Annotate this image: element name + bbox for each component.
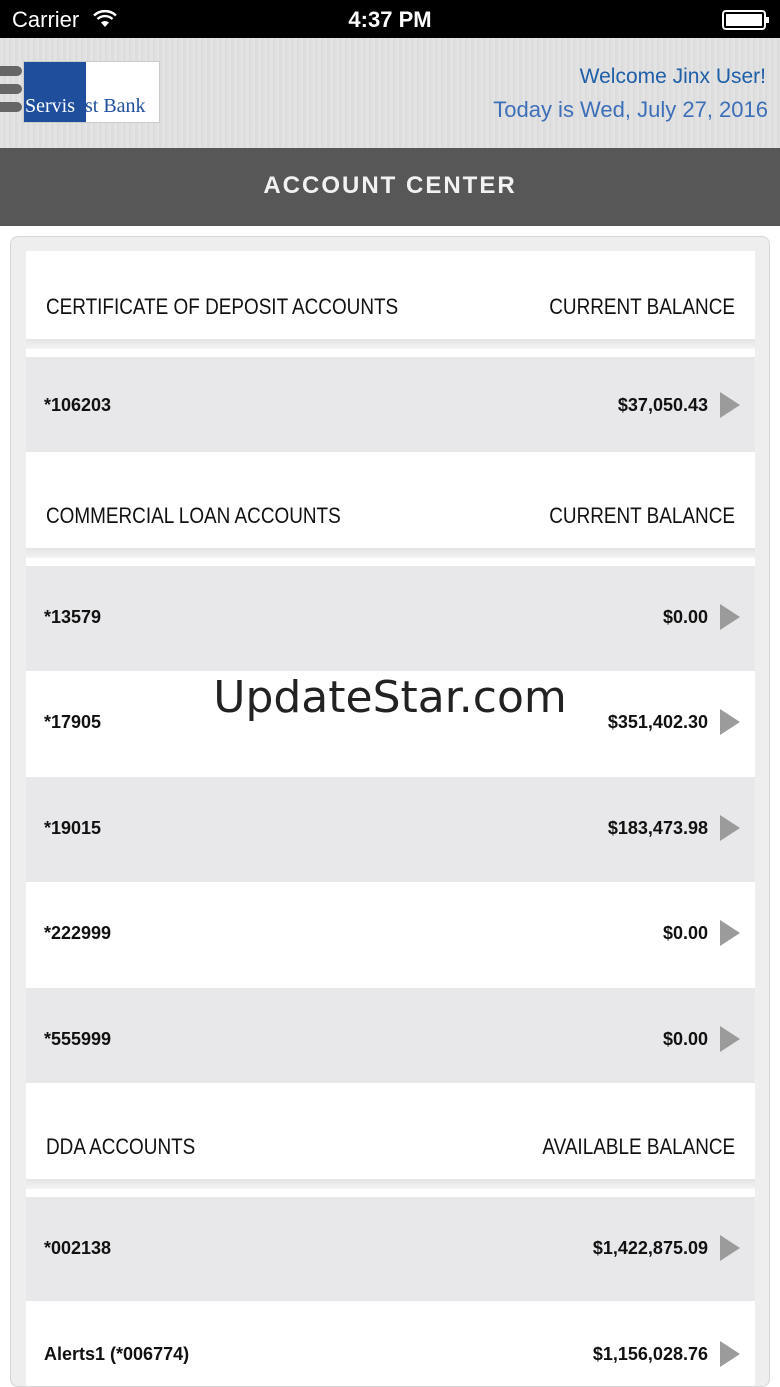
section-label: DDA ACCOUNTS	[46, 1134, 196, 1159]
section-label: CERTIFICATE OF DEPOSIT ACCOUNTS	[46, 294, 399, 319]
account-number: Alerts1 (*006774)	[44, 1344, 190, 1364]
account-balance: $0.00	[662, 1029, 708, 1049]
account-number: *17905	[44, 712, 102, 732]
account-balance: $351,402.30	[607, 712, 708, 732]
chevron-right-icon	[720, 392, 740, 418]
menu-icon[interactable]	[0, 66, 22, 112]
account-number: *002138	[44, 1238, 112, 1258]
chevron-right-icon	[720, 815, 740, 841]
account-balance: $1,156,028.76	[592, 1344, 708, 1364]
account-number: *222999	[44, 923, 112, 943]
watermark-text: UpdateStar.com	[213, 672, 567, 723]
account-row[interactable]	[26, 357, 755, 452]
app-header	[0, 38, 780, 148]
account-balance: $0.00	[662, 923, 708, 943]
battery-icon	[722, 10, 770, 30]
welcome-message: Welcome Jinx User!	[579, 65, 766, 88]
account-number: *106203	[44, 395, 112, 415]
account-row[interactable]	[26, 988, 755, 1083]
carrier-label: Carrier	[12, 7, 80, 32]
accounts-card	[10, 236, 770, 1387]
chevron-right-icon	[720, 1341, 740, 1367]
account-balance: $1,422,875.09	[592, 1238, 708, 1258]
balance-column-label: AVAILABLE BALANCE	[542, 1134, 735, 1159]
account-balance: $0.00	[662, 607, 708, 627]
account-row[interactable]	[26, 566, 755, 671]
account-number: *13579	[44, 607, 102, 627]
page-title: ACCOUNT CENTER	[0, 148, 780, 226]
section-header-commercial-loan	[26, 460, 755, 558]
chevron-right-icon	[720, 920, 740, 946]
accounts-list	[26, 251, 755, 1387]
section-header-dda	[26, 1091, 755, 1189]
chevron-right-icon	[720, 1235, 740, 1261]
balance-column-label: CURRENT BALANCE	[549, 294, 735, 319]
account-row[interactable]	[26, 1197, 755, 1301]
logo-text-right: 1st Bank	[75, 95, 146, 117]
account-balance: $37,050.43	[617, 395, 708, 415]
today-date: Today is Wed, July 27, 2016	[493, 97, 768, 122]
logo-text-left: Servis	[25, 95, 75, 117]
section-header-cd	[26, 251, 755, 349]
account-row[interactable]	[26, 777, 755, 882]
chevron-right-icon	[720, 1026, 740, 1052]
account-balance: $183,473.98	[607, 818, 708, 838]
clock: 4:37 PM	[348, 7, 432, 32]
account-row[interactable]	[26, 1302, 755, 1387]
account-row[interactable]	[26, 882, 755, 988]
chevron-right-icon	[720, 604, 740, 630]
balance-column-label: CURRENT BALANCE	[549, 503, 735, 528]
status-bar	[0, 0, 780, 38]
bank-logo	[23, 61, 160, 123]
account-number: *555999	[44, 1029, 112, 1049]
account-number: *19015	[44, 818, 102, 838]
section-label: COMMERCIAL LOAN ACCOUNTS	[46, 503, 341, 528]
